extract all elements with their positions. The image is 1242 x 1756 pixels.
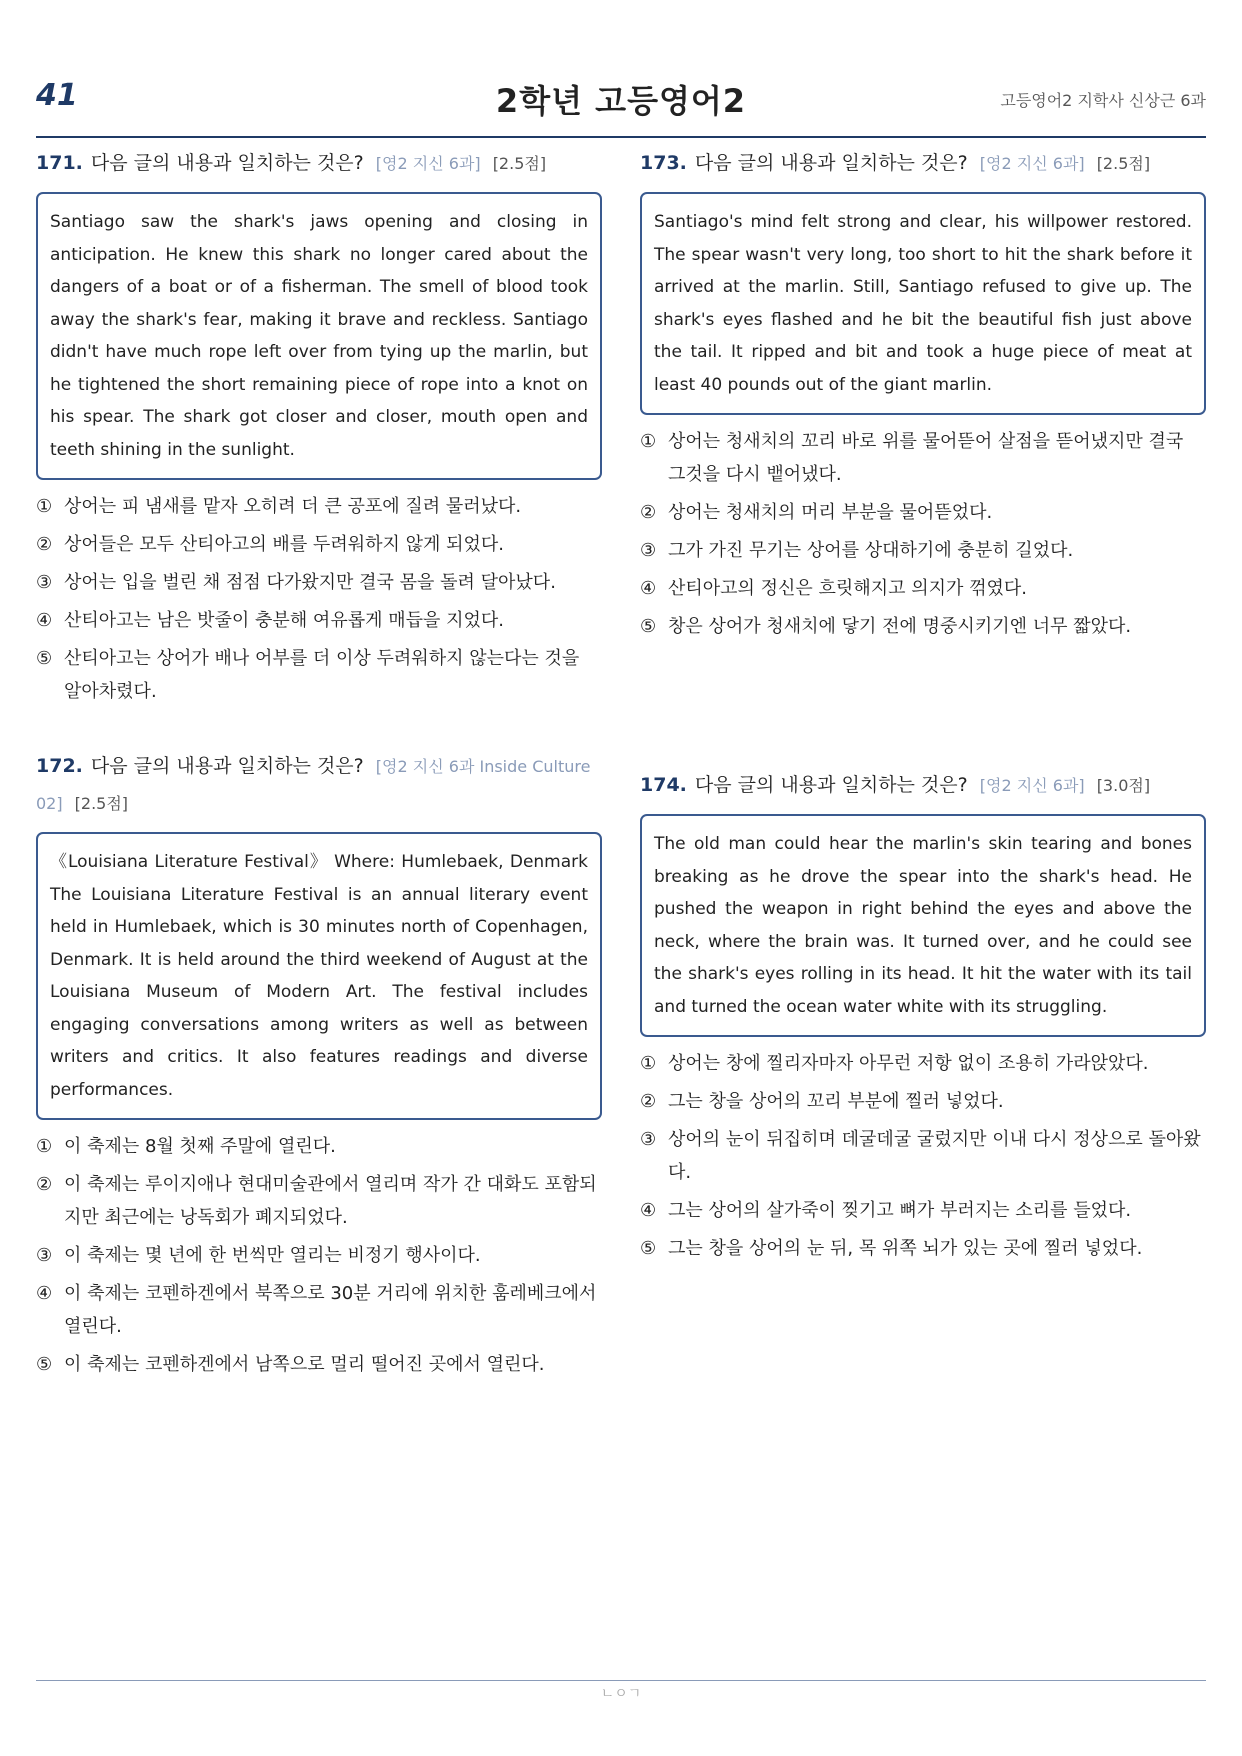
passage-box: Santiago saw the shark's jaws opening and closing in anticipation. He knew this shark no longer cared about the dangers of a boat or of a fisherman. The smell of blood took away the shark's fear, making it brave and reckless. Santiago didn't have much rope left over from tying up the marlin, but he tightened the short remaining piece of rope into a knot on his spear. The shark got closer and closer, mouth open and teeth shining in the sunlight. xyxy=(36,192,602,480)
question-prompt: 다음 글의 내용과 일치하는 것은? xyxy=(694,774,968,796)
option-text: 상어는 입을 벌린 채 점점 다가왔지만 결국 몸을 돌려 달아났다. xyxy=(64,572,556,593)
option-5[interactable] xyxy=(36,1348,602,1381)
option-mark: ② xyxy=(36,1174,53,1195)
option-mark: ⑤ xyxy=(36,1354,53,1375)
option-text: 산티아고는 남은 밧줄이 충분해 여유롭게 매듭을 지었다. xyxy=(64,610,504,631)
document-meta: 고등영어2 지학사 신상근 6과 xyxy=(1000,91,1206,110)
option-text: 이 축제는 코펜하겐에서 북쪽으로 30분 거리에 위치한 훔레베크에서 열린다. xyxy=(64,1283,597,1337)
option-text: 그가 가진 무기는 상어를 상대하기에 충분히 길었다. xyxy=(668,540,1074,561)
option-text: 그는 창을 상어의 꼬리 부분에 찔러 넣었다. xyxy=(668,1091,1004,1112)
option-text: 상어들은 모두 산티아고의 배를 두려워하지 않게 되었다. xyxy=(64,534,504,555)
question-source: [영2 지신 6과] xyxy=(979,154,1085,173)
option-1[interactable] xyxy=(640,1047,1206,1080)
option-mark: ② xyxy=(36,534,53,555)
option-mark: ③ xyxy=(640,1129,657,1150)
question-number: 173. xyxy=(640,152,687,174)
options-list xyxy=(640,425,1206,643)
option-mark: ① xyxy=(36,1136,53,1157)
option-mark: ② xyxy=(640,1091,657,1112)
question-score: [2.5점] xyxy=(74,794,129,813)
option-mark: ⑤ xyxy=(640,616,657,637)
option-1[interactable] xyxy=(36,1130,602,1163)
option-mark: ④ xyxy=(640,578,657,599)
option-text: 산티아고는 상어가 배나 어부를 더 이상 두려워하지 않는다는 것을 알아차렸다. xyxy=(64,648,580,702)
option-text: 이 축제는 8월 첫째 주말에 열린다. xyxy=(64,1136,336,1157)
option-text: 그는 창을 상어의 눈 뒤, 목 위쪽 뇌가 있는 곳에 찔러 넣었다. xyxy=(668,1238,1143,1259)
footer-text: ㄴㅇㄱ xyxy=(600,1686,642,1702)
option-text: 상어는 피 냄새를 맡자 오히려 더 큰 공포에 질려 물러났다. xyxy=(64,496,522,517)
question-number: 174. xyxy=(640,774,687,796)
question-172 xyxy=(36,748,602,1386)
question-source: [영2 지신 6과] xyxy=(979,776,1085,795)
option-2[interactable] xyxy=(36,1168,602,1234)
question-score: [3.0점] xyxy=(1096,776,1151,795)
option-text: 상어는 창에 찔리자마자 아무런 저항 없이 조용히 가라앉았다. xyxy=(668,1053,1149,1074)
question-171 xyxy=(36,145,602,713)
option-text: 상어의 눈이 뒤집히며 데굴데굴 굴렀지만 이내 다시 정상으로 돌아왔다. xyxy=(668,1129,1201,1183)
option-3[interactable] xyxy=(640,534,1206,567)
option-mark: ⑤ xyxy=(640,1238,657,1259)
question-score: [2.5점] xyxy=(492,154,547,173)
options-list xyxy=(640,1047,1206,1265)
option-text: 상어는 청새치의 꼬리 바로 위를 물어뜯어 살점을 뜯어냈지만 결국 그것을 다시 뱉어냈다. xyxy=(668,431,1184,485)
page-header xyxy=(36,70,1206,138)
question-header xyxy=(36,748,602,822)
options-list xyxy=(36,490,602,708)
option-3[interactable] xyxy=(640,1123,1206,1189)
question-173 xyxy=(640,145,1206,648)
option-5[interactable] xyxy=(640,1232,1206,1265)
option-mark: ① xyxy=(640,1053,657,1074)
question-prompt: 다음 글의 내용과 일치하는 것은? xyxy=(90,152,364,174)
option-text: 산티아고의 정신은 흐릿해지고 의지가 꺾였다. xyxy=(668,578,1027,599)
question-prompt: 다음 글의 내용과 일치하는 것은? xyxy=(694,152,968,174)
option-4[interactable] xyxy=(640,1194,1206,1227)
option-mark: ⑤ xyxy=(36,648,53,669)
question-174 xyxy=(640,767,1206,1270)
passage-box: Santiago's mind felt strong and clear, his willpower restored. The spear wasn't very long, too short to hit the shark before it arrived at the marlin. Still, Santiago refused to give up. The shark's eyes flashed and he bit the beautiful fish just above the tail. It ripped and bit and took a huge piece of meat at least 40 pounds out of the giant marlin. xyxy=(640,192,1206,415)
question-header xyxy=(640,767,1206,804)
option-1[interactable] xyxy=(36,490,602,523)
option-1[interactable] xyxy=(640,425,1206,491)
option-text: 상어는 청새치의 머리 부분을 물어뜯었다. xyxy=(668,502,993,523)
question-header xyxy=(36,145,602,182)
question-score: [2.5점] xyxy=(1096,154,1151,173)
option-2[interactable] xyxy=(640,1085,1206,1118)
question-number: 171. xyxy=(36,152,83,174)
question-number: 172. xyxy=(36,755,83,777)
option-3[interactable] xyxy=(36,1239,602,1272)
option-text: 이 축제는 코펜하겐에서 남쪽으로 멀리 떨어진 곳에서 열린다. xyxy=(64,1354,545,1375)
option-mark: ② xyxy=(640,502,657,523)
option-4[interactable] xyxy=(36,604,602,637)
footer-divider xyxy=(36,1680,1206,1681)
option-mark: ③ xyxy=(36,1245,53,1266)
option-text: 창은 상어가 청새치에 닿기 전에 명중시키기엔 너무 짧았다. xyxy=(668,616,1132,637)
passage-box: The old man could hear the marlin's skin tearing and bones breaking as he drove the spear into the shark's head. He pushed the weapon in right behind the eyes and above the neck, where the brain was. It turned over, and he could see the shark's eyes rolling in its head. It hit the water with its tail and turned the ocean water white with its struggling. xyxy=(640,814,1206,1037)
document-title: 2학년 고등영어2 xyxy=(495,82,747,120)
options-list xyxy=(36,1130,602,1381)
option-mark: ① xyxy=(36,496,53,517)
option-4[interactable] xyxy=(36,1277,602,1343)
option-4[interactable] xyxy=(640,572,1206,605)
option-mark: ④ xyxy=(36,610,53,631)
option-5[interactable] xyxy=(36,642,602,708)
option-5[interactable] xyxy=(640,610,1206,643)
question-header xyxy=(640,145,1206,182)
page-number: 41 xyxy=(36,78,78,113)
question-prompt: 다음 글의 내용과 일치하는 것은? xyxy=(90,755,364,777)
option-mark: ③ xyxy=(36,572,53,593)
passage-box: 《Louisiana Literature Festival》 Where: Humlebaek, Denmark The Louisiana Literature Festival is an annual literary event held in Humlebaek, which is 30 minutes north of Copenhagen, Denmark. It is held around the third weekend of August at the Louisiana Museum of Modern Art. The festival includes engaging conversations among writers as well as between writers and critics. It also features readings and diverse performances. xyxy=(36,832,602,1120)
option-2[interactable] xyxy=(640,496,1206,529)
option-3[interactable] xyxy=(36,566,602,599)
option-mark: ④ xyxy=(640,1200,657,1221)
question-source: [영2 지신 6과] xyxy=(375,154,481,173)
option-mark: ④ xyxy=(36,1283,53,1304)
option-mark: ③ xyxy=(640,540,657,561)
option-mark: ① xyxy=(640,431,657,452)
option-text: 이 축제는 몇 년에 한 번씩만 열리는 비정기 행사이다. xyxy=(64,1245,481,1266)
option-text: 그는 상어의 살가죽이 찢기고 뼈가 부러지는 소리를 들었다. xyxy=(668,1200,1132,1221)
option-2[interactable] xyxy=(36,528,602,561)
question-source: [영2 지신 6과 Inside Culture 02] xyxy=(36,757,591,813)
option-text: 이 축제는 루이지애나 현대미술관에서 열리며 작가 간 대화도 포함되지만 최근에는 낭독회가 폐지되었다. xyxy=(64,1174,597,1228)
